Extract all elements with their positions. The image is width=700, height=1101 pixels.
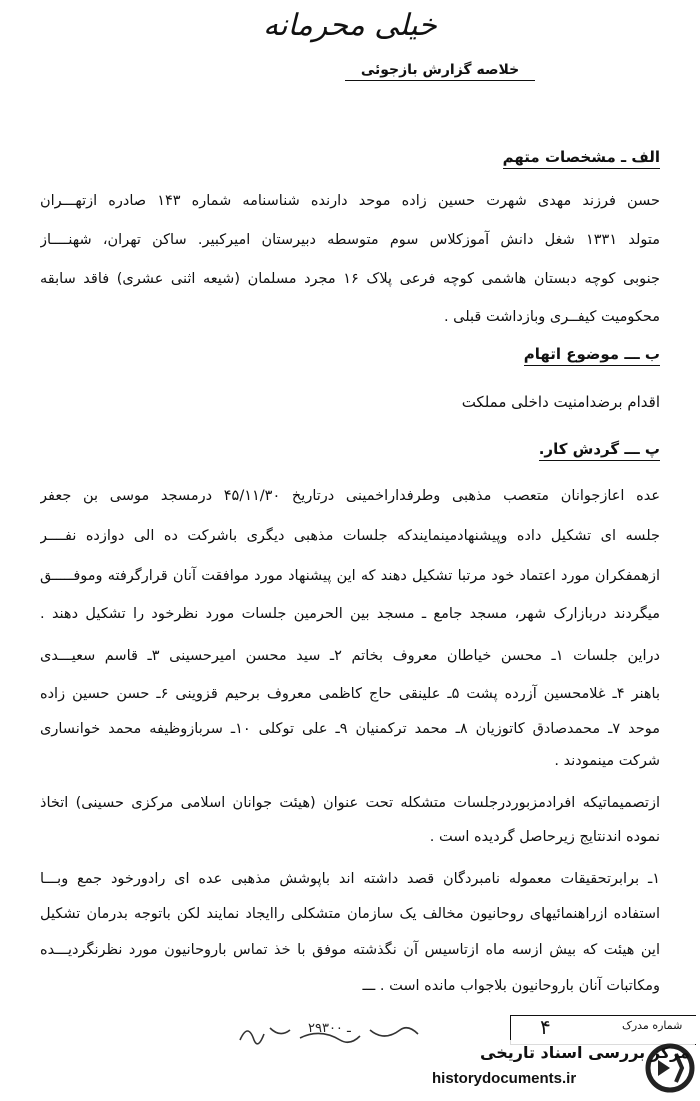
section-c-line-7: موحد ۷ـ محمدصادق کاتوزیان ۸ـ محمد ترکمنیان ۹ـ علی توکلی ۱۰ـ سربازوظیفه محمد خوانساری	[40, 721, 660, 737]
handwritten-signature	[230, 1010, 430, 1055]
section-c-line-9: ازتصمیماتیکه افرادمزبوردرجلسات متشکله تحت عنوان (هیئت جوانان اسلامی مرکزی حسینی) اتخاذ	[40, 795, 660, 811]
section-a-line-1: حسن فرزند مهدی شهرت حسین زاده موحد دارنده شناسنامه شماره ۱۴۳ صادره ازتهـــران	[40, 193, 660, 209]
reference-number: ۴	[540, 1015, 551, 1039]
section-b-text: اقدام برضدامنیت داخلی مملکت	[461, 393, 660, 411]
section-c-line-4: میگردند دربازارک شهر، مسجد جامع ـ مسجد بین الحرمین جلسات مورد نظرخود را تشکیل دهند .	[40, 606, 660, 622]
section-c-line-5: دراین جلسات ۱ـ محسن خیاطان معروف بخاتم ۲ـ سید محسن امیرحسینی ۳ـ قاسم سعیـــدی	[40, 648, 660, 664]
section-c-line-14: ومکاتبات آنان باروحانیون بلاجواب مانده است . ـــ	[362, 978, 660, 994]
classification-stamp: خیلی محرمانه	[263, 8, 437, 43]
section-a-heading: الف ـ مشخصات متهم	[503, 148, 660, 166]
section-c-heading: پ ـــ گردش کار.	[539, 440, 660, 458]
section-b-heading: ب ـــ موضوع اتهام	[524, 345, 660, 363]
section-a-line-2: متولد ۱۳۳۱ شغل دانش آموزکلاس سوم متوسطه دبیرستان امیرکبیر. ساکن تهران، شهنــــاز	[40, 232, 660, 248]
section-c-line-3: ازهمفکران مورد اعتماد خود مرتبا تشکیل دهند که این پیشنهاد مورد موافقت آنان قرارگرفته وموفـــــق	[40, 568, 660, 584]
reference-label: شماره مدرک	[622, 1019, 683, 1032]
signature-number: ۲۹۳۰۰ ـ	[308, 1021, 351, 1036]
watermark-persian: مرکز بررسی اسناد تاریخی	[480, 1043, 690, 1062]
section-c-line-2: جلسه ای تشکیل داده وپیشنهادمینمایندکه جلسات مذهبی دیگری باشرکت ده الی دوازده نفــــر	[40, 528, 660, 544]
section-c-line-10: نموده اندنتایج زیرحاصل گردیده است .	[429, 829, 660, 845]
watermark-url: historydocuments.ir	[432, 1070, 577, 1087]
section-c-line-11: ۱ـ برابرتحقیقات معموله نامبردگان قصد داشته اند باپوشش مذهبی عده ای رادورخود جمع وبـــا	[40, 871, 660, 887]
section-a-line-4: محکومیت کیفــری وبازداشت قبلی .	[443, 309, 660, 325]
section-a-line-3: جنوبی کوچه دبستان هاشمی کوچه فرعی پلاک ۱۶ مجرد مسلمان (شیعه اثنی عشری) فاقد سابقه	[40, 271, 660, 287]
document-subtitle: خلاصه گزارش بازجوئی	[345, 62, 535, 81]
section-c-line-13: این هیئت که بیش ازسه ماه ازتاسیس آن نگذشته موفق با خذ تماس باروحانیون مورد نظرنگردیـــده	[40, 942, 660, 958]
section-c-line-8: شرکت مینمودند .	[554, 753, 660, 769]
section-c-line-1: عده اعازجوانان متعصب مذهبی وطرفداراخمینی درتاریخ ۴۵/۱۱/۳۰ درمسجد موسی بن جعفر	[40, 488, 660, 504]
section-c-line-6: باهنر ۴ـ غلامحسین آزرده پشت ۵ـ علینقی حاج کاظمی معروف برحیم قزوینی ۶ـ حسن حسین زاده	[40, 686, 660, 702]
section-c-line-12: استفاده ازراهنمائیهای روحانیون مخالف یک سازمان متشکلی راایجاد نمایند لکن باتوجه بدرمان تشکیل	[40, 906, 660, 922]
